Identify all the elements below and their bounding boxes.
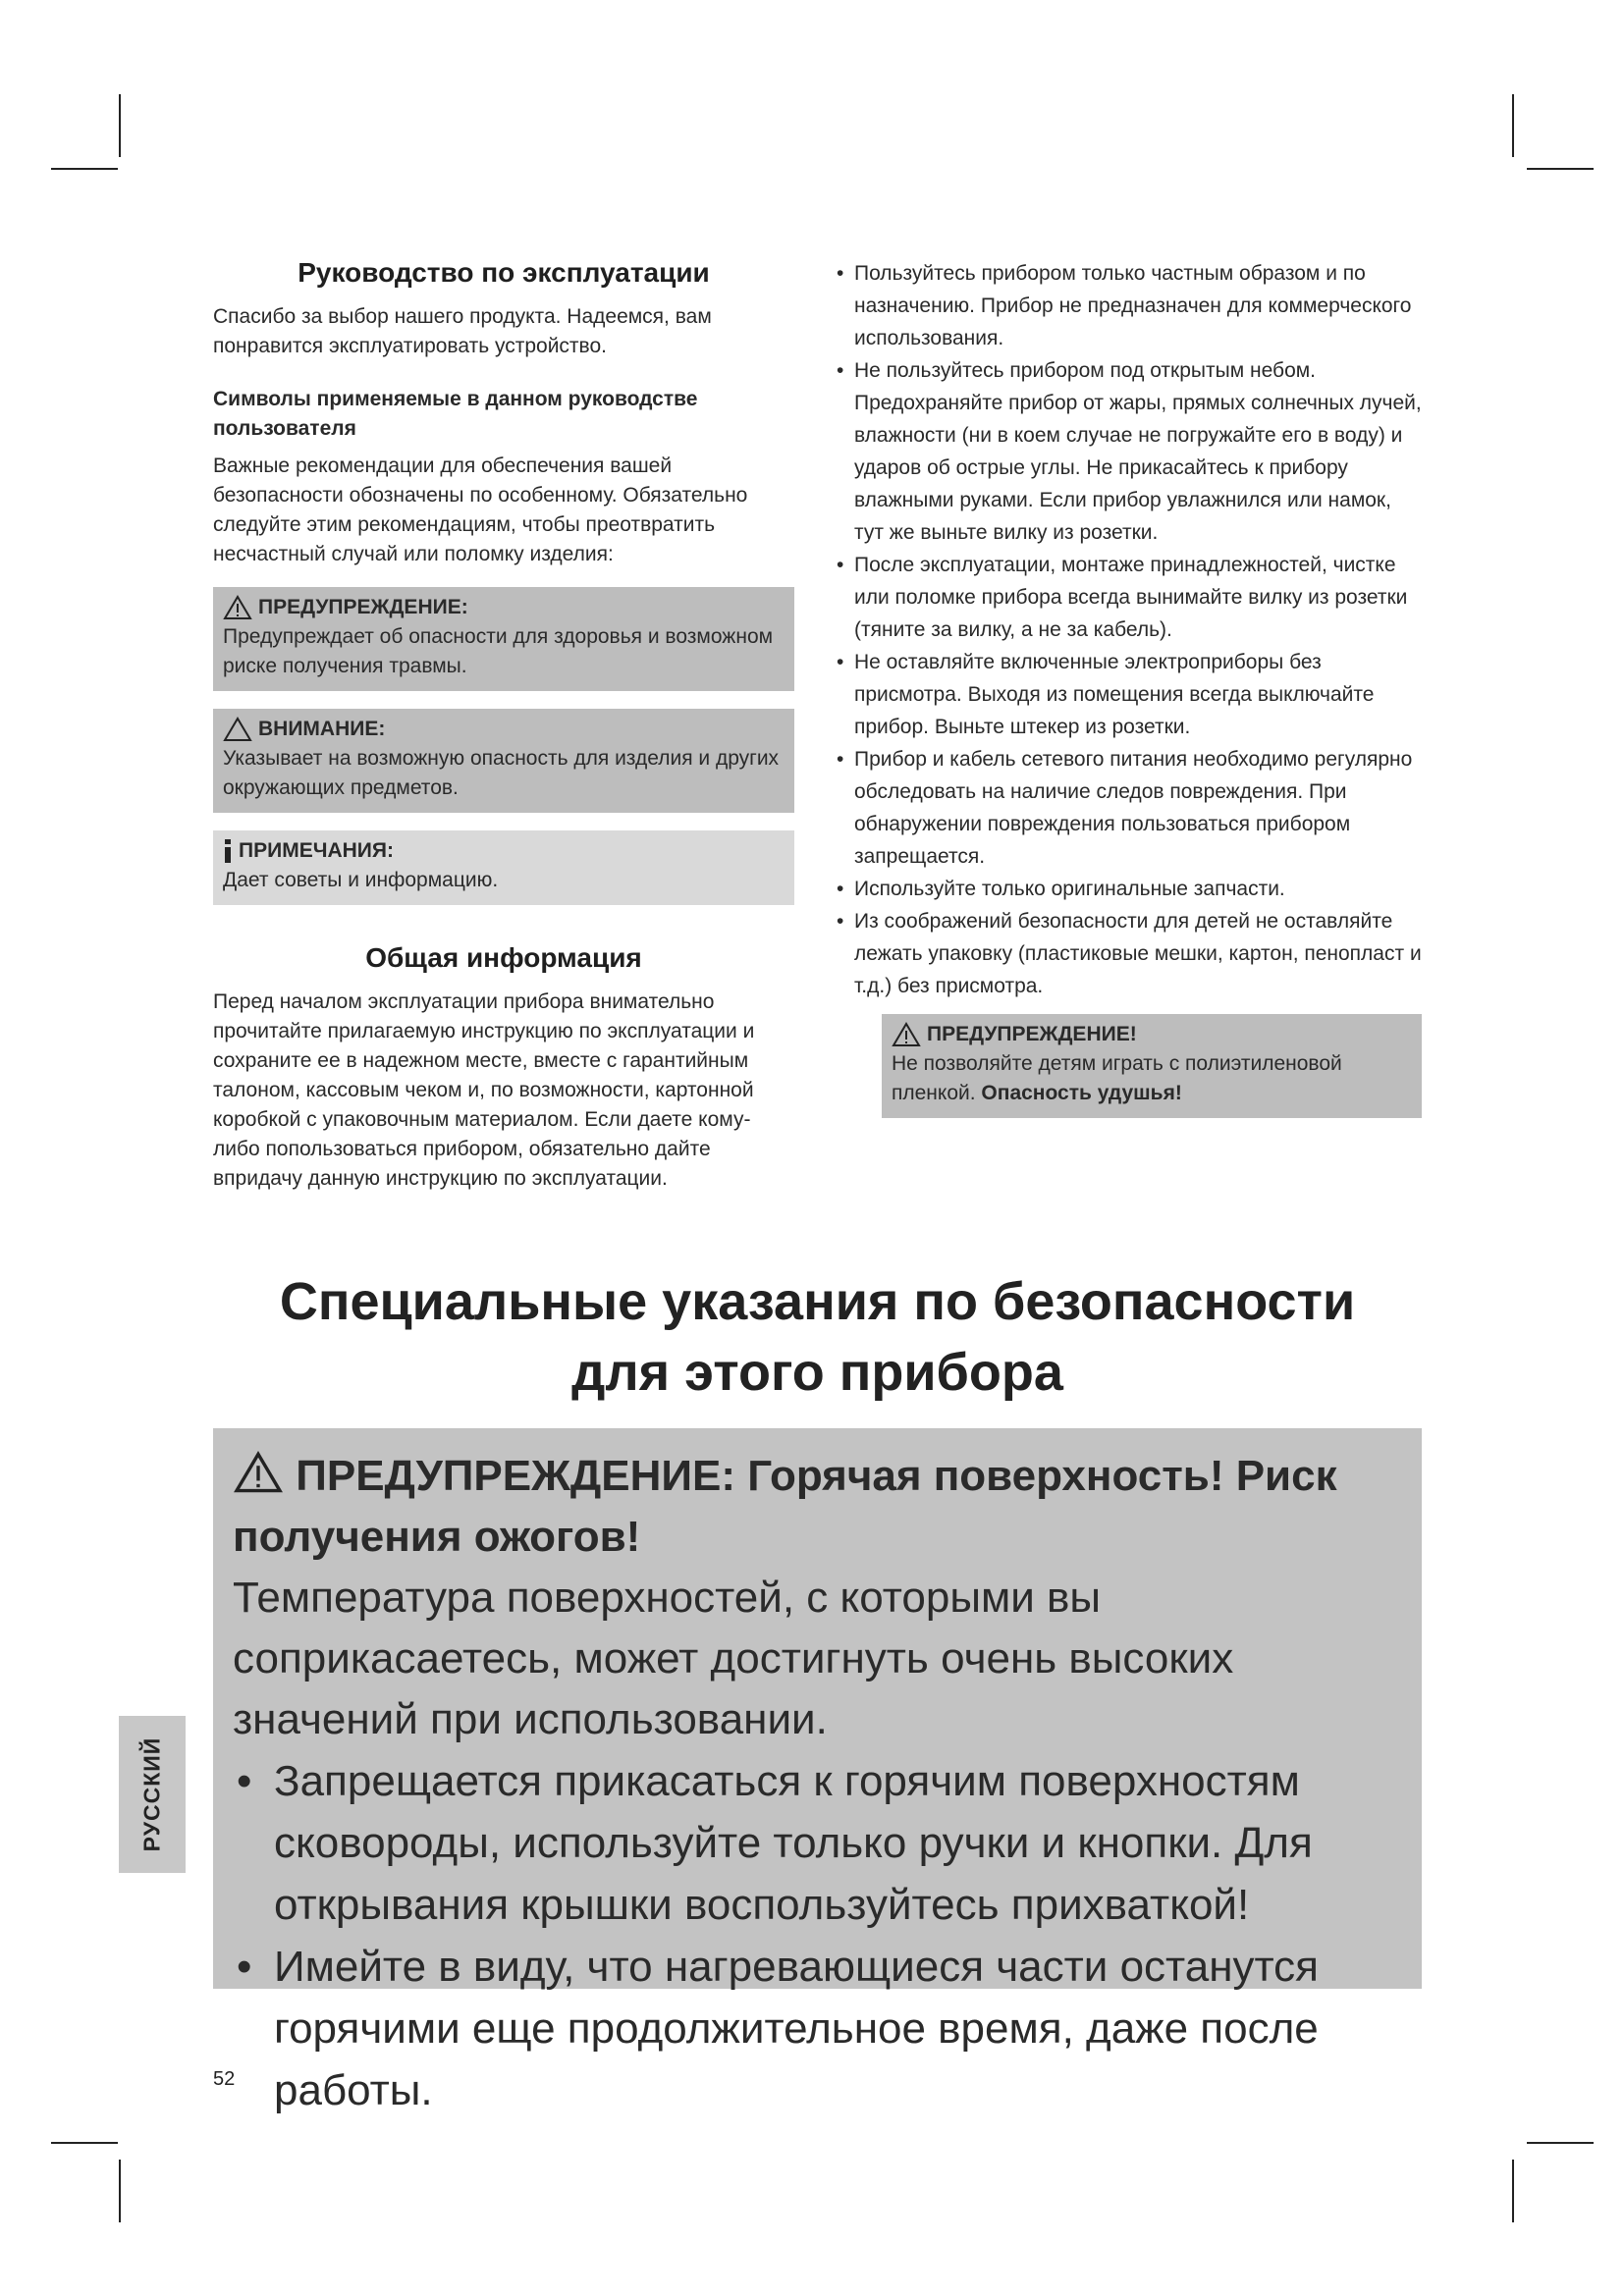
list-item: • Прибор и кабель сетевого питания необходимо регулярно обследовать на наличие следов повреждения. При обнаружении повреждения пользоваться прибором запрещается. (837, 748, 1413, 868)
warning-box-title: ПРЕДУПРЕЖДЕНИЕ: (258, 596, 468, 618)
list-item: • Не оставляйте включенные электроприборы без присмотра. Выходя из помещения всегда выключайте прибор. Выньте штекер из розетки. (837, 651, 1375, 738)
note-box (213, 830, 794, 905)
child-warning-title: ПРЕДУПРЕЖДЕНИЕ! (927, 1023, 1137, 1045)
symbols-heading: Символы применяемые в данном руководстве пользователя (213, 388, 698, 440)
list-item: • Из соображений безопасности для детей не оставляйте лежать упаковку (пластиковые мешки, картон, пенопласт и т.д.) без присмотра. (837, 910, 1422, 997)
caution-triangle-icon (223, 717, 252, 742)
general-text: Перед началом эксплуатации прибора внимательно прочитайте прилагаемую инструкцию по эксплуатации и сохраните ее в надежном месте, вместе с гарантийным талоном, кассовым чеком и, по возможности, картонной коробкой с упаковочным материалом. Если даете кому-либо попользоваться прибором, обязательно дайте впридачу данную инструкцию по эксплуатации. (213, 990, 755, 1190)
hot-surface-text: Температура поверхностей, с которыми вы соприкасаетесь, может достигнуть очень высоких значений при использовании. (233, 1574, 1234, 1743)
warning-box-text: Предупреждает об опасности для здоровья и возможном риске получения травмы. (223, 625, 774, 677)
warning-triangle-icon (233, 1451, 284, 1494)
intro-text: Спасибо за выбор нашего продукта. Надеемся, вам понравится эксплуатировать устройство. (213, 305, 712, 357)
symbols-text: Важные рекомендации для обеспечения вашей безопасности обозначены по особенному. Обязательно следуйте этим рекомендациям, чтобы преотвратить несчастный случай или поломку изделия: (213, 454, 748, 565)
general-title: Общая информация (365, 942, 642, 973)
crop-mark (1512, 2160, 1514, 2222)
child-warning-emphasis: Опасность удушья! (981, 1082, 1182, 1104)
crop-mark (1527, 168, 1594, 170)
list-item: • Пользуйтесь прибором только частным образом и по назначению. Прибор не предназначен для коммерческого использования. (837, 262, 1412, 349)
list-item: • Используйте только оригинальные запчасти. (837, 878, 1285, 900)
warning-triangle-icon (892, 1022, 921, 1047)
warning-triangle-icon (223, 595, 252, 620)
caution-box (213, 709, 794, 813)
crop-mark (119, 94, 121, 157)
warning-box (213, 587, 794, 691)
caution-box-text: Указывает на возможную опасность для изделия и других окружающих предметов. (223, 747, 780, 799)
hot-surface-list (233, 1750, 1402, 2121)
safety-list (833, 257, 1422, 1002)
note-box-text: Дает советы и информацию. (223, 869, 499, 891)
right-column (833, 257, 1422, 1118)
crop-mark (1512, 94, 1514, 157)
language-tab: РУССКИЙ (119, 1716, 186, 1873)
crop-mark (51, 2142, 118, 2144)
crop-mark (119, 2160, 121, 2222)
info-icon (223, 839, 233, 863)
special-heading: Специальные указания по безопасности для этого прибора (279, 1272, 1356, 1402)
hot-surface-title: ПРЕДУПРЕЖДЕНИЕ: Горячая поверхность! Риск получения ожогов! (233, 1452, 1337, 1561)
manual-title: Руководство по эксплуатации (298, 257, 710, 288)
crop-mark (1527, 2142, 1594, 2144)
page-number: 52 (213, 2068, 236, 2090)
list-item: • Не пользуйтесь прибором под открытым небом. Предохраняйте прибор от жары, прямых солнечных лучей, влажности (ни в коем случае не погружайте его в воду) и ударов об острые углы. Не прикасайтесь к прибору влажными руками. Если прибор увлажнился или намок, тут же выньте вилку из розетки. (837, 359, 1422, 544)
list-item: • После эксплуатации, монтаже принадлежностей, чистке или поломке прибора всегда вынимайте вилку из розетки (тяните за вилку, а не за кабель). (837, 554, 1408, 641)
left-column (213, 257, 794, 1194)
crop-mark (51, 168, 118, 170)
child-warning-box (882, 1014, 1422, 1118)
caution-box-title: ВНИМАНИЕ: (258, 718, 386, 740)
child-warning-text: Не позволяйте детям играть с полиэтиленовой пленкой. Опасность удушья! (892, 1052, 1342, 1104)
list-item: • Имейте в виду, что нагревающиеся части останутся горячими еще продолжительное время, даже после работы. (237, 1943, 1319, 2114)
note-box-title: ПРИМЕЧАНИЯ: (239, 839, 394, 862)
list-item: • Запрещается прикасаться к горячим поверхностям сковороды, используйте только ручки и кнопки. Для открывания крышки воспользуйтесь прихваткой! (237, 1757, 1313, 1929)
